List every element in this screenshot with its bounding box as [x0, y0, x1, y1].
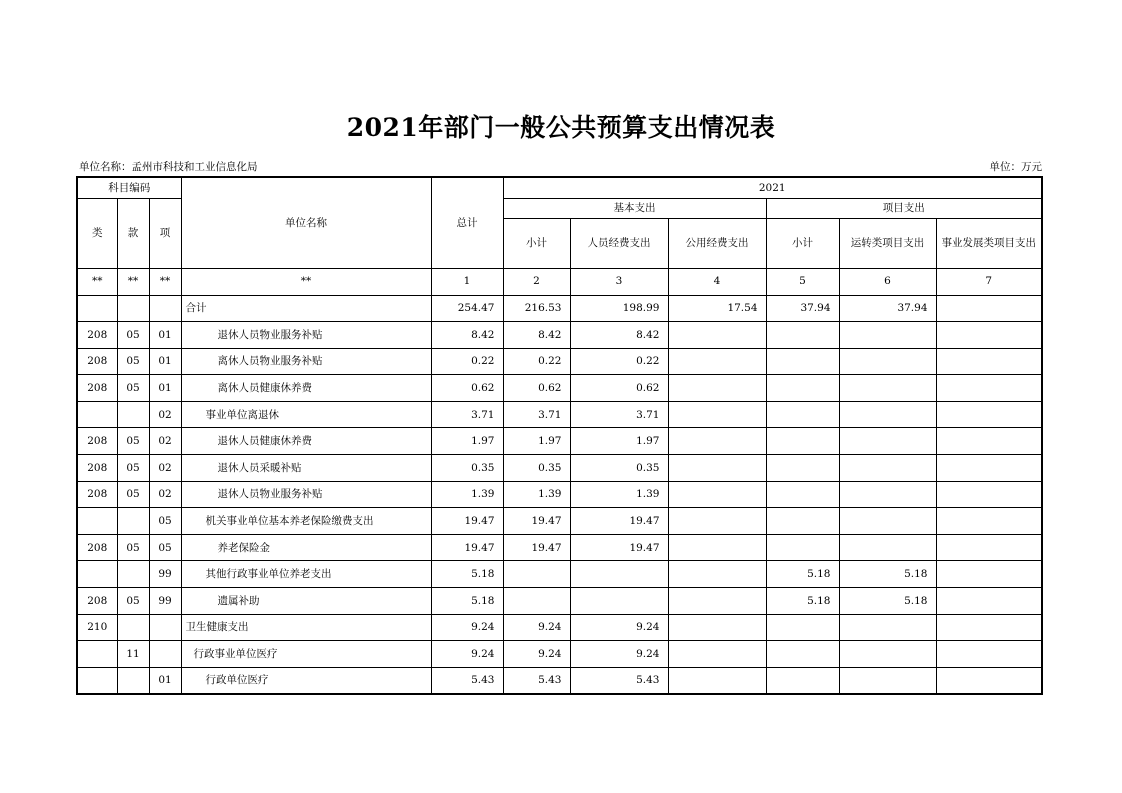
table-row [77, 348, 1042, 375]
cell-basic-subtotal [503, 561, 570, 588]
index-row [77, 268, 1042, 295]
cell-xiang: 01 [149, 322, 181, 349]
table-row [77, 508, 1042, 535]
cell-lei: 208 [77, 534, 117, 561]
cell-public [668, 641, 766, 668]
cell-total: 0.22 [431, 348, 503, 375]
cell-development [936, 534, 1042, 561]
header-transfer: 运转类项目支出 [839, 218, 936, 268]
cell-development [936, 348, 1042, 375]
cell-basic-subtotal: 5.43 [503, 667, 570, 694]
unit-name-label: 单位名称：孟州市科技和工业信息化局 [79, 161, 258, 173]
cell-public [668, 614, 766, 641]
cell-total: 0.35 [431, 455, 503, 482]
header-development: 事业发展类项目支出 [936, 218, 1042, 268]
cell-kuan [117, 295, 149, 322]
cell-development [936, 428, 1042, 455]
cell-total: 9.24 [431, 614, 503, 641]
cell-xiang: 05 [149, 508, 181, 535]
cell-development [936, 667, 1042, 694]
cell-transfer [839, 614, 936, 641]
cell-lei [77, 561, 117, 588]
cell-kuan [117, 667, 149, 694]
cell-lei: 208 [77, 588, 117, 615]
cell-transfer [839, 348, 936, 375]
cell-development [936, 375, 1042, 402]
cell-public [668, 508, 766, 535]
cell-lei: 208 [77, 481, 117, 508]
cell-transfer: 37.94 [839, 295, 936, 322]
index-cell: 7 [936, 268, 1042, 295]
table-body [77, 295, 1042, 694]
cell-lei [77, 667, 117, 694]
index-cell: ** [181, 268, 431, 295]
cell-xiang [149, 641, 181, 668]
cell-unit-name: 退休人员采暖补贴 [181, 455, 431, 482]
cell-transfer [839, 481, 936, 508]
header-public: 公用经费支出 [668, 218, 766, 268]
cell-total: 5.18 [431, 561, 503, 588]
cell-public [668, 588, 766, 615]
cell-basic-subtotal: 216.53 [503, 295, 570, 322]
cell-unit-name: 机关事业单位基本养老保险缴费支出 [181, 508, 431, 535]
header-basic: 基本支出 [503, 198, 766, 218]
cell-development [936, 614, 1042, 641]
cell-project-subtotal: 37.94 [766, 295, 839, 322]
cell-transfer [839, 641, 936, 668]
cell-personnel: 19.47 [570, 508, 668, 535]
table-row [77, 375, 1042, 402]
cell-public [668, 428, 766, 455]
cell-transfer: 5.18 [839, 588, 936, 615]
cell-personnel: 0.35 [570, 455, 668, 482]
cell-basic-subtotal: 0.22 [503, 348, 570, 375]
cell-unit-name: 合计 [181, 295, 431, 322]
cell-development [936, 401, 1042, 428]
cell-xiang: 01 [149, 375, 181, 402]
header-subject-code: 科目编码 [77, 177, 181, 198]
cell-transfer [839, 667, 936, 694]
cell-personnel: 198.99 [570, 295, 668, 322]
cell-lei [77, 401, 117, 428]
header-lei: 类 [77, 198, 117, 268]
cell-personnel: 8.42 [570, 322, 668, 349]
cell-project-subtotal [766, 614, 839, 641]
cell-personnel: 19.47 [570, 534, 668, 561]
cell-xiang: 02 [149, 481, 181, 508]
table-row [77, 561, 1042, 588]
table-row [77, 455, 1042, 482]
cell-kuan [117, 508, 149, 535]
cell-xiang [149, 614, 181, 641]
table-row [77, 588, 1042, 615]
cell-project-subtotal: 5.18 [766, 588, 839, 615]
cell-xiang: 99 [149, 561, 181, 588]
table-row [77, 481, 1042, 508]
cell-basic-subtotal: 1.97 [503, 428, 570, 455]
cell-public [668, 534, 766, 561]
cell-personnel: 9.24 [570, 614, 668, 641]
cell-kuan: 05 [117, 455, 149, 482]
cell-transfer [839, 534, 936, 561]
cell-kuan: 05 [117, 588, 149, 615]
cell-unit-name: 离休人员物业服务补贴 [181, 348, 431, 375]
cell-project-subtotal [766, 667, 839, 694]
index-cell: 6 [839, 268, 936, 295]
cell-unit-name: 养老保险金 [181, 534, 431, 561]
cell-lei: 208 [77, 455, 117, 482]
cell-basic-subtotal: 0.35 [503, 455, 570, 482]
cell-transfer [839, 401, 936, 428]
cell-total: 0.62 [431, 375, 503, 402]
cell-kuan: 11 [117, 641, 149, 668]
header-project-subtotal: 小计 [766, 218, 839, 268]
cell-project-subtotal [766, 481, 839, 508]
cell-personnel: 0.62 [570, 375, 668, 402]
cell-unit-name: 事业单位离退休 [181, 401, 431, 428]
cell-personnel [570, 561, 668, 588]
cell-development [936, 641, 1042, 668]
cell-project-subtotal [766, 455, 839, 482]
cell-public [668, 561, 766, 588]
cell-project-subtotal [766, 348, 839, 375]
index-cell: 5 [766, 268, 839, 295]
header-project: 项目支出 [766, 198, 1042, 218]
header-unit-name: 单位名称 [181, 177, 431, 268]
cell-total: 254.47 [431, 295, 503, 322]
cell-basic-subtotal: 8.42 [503, 322, 570, 349]
cell-lei [77, 641, 117, 668]
cell-development [936, 508, 1042, 535]
cell-total: 5.18 [431, 588, 503, 615]
table-row [77, 428, 1042, 455]
cell-lei [77, 508, 117, 535]
cell-project-subtotal [766, 375, 839, 402]
cell-kuan [117, 401, 149, 428]
cell-development [936, 588, 1042, 615]
cell-lei: 208 [77, 348, 117, 375]
cell-kuan: 05 [117, 375, 149, 402]
cell-development [936, 455, 1042, 482]
cell-basic-subtotal: 3.71 [503, 401, 570, 428]
cell-project-subtotal [766, 428, 839, 455]
cell-public [668, 481, 766, 508]
cell-public [668, 401, 766, 428]
cell-total: 1.39 [431, 481, 503, 508]
cell-unit-name: 行政事业单位医疗 [181, 641, 431, 668]
cell-xiang: 05 [149, 534, 181, 561]
table-row [77, 401, 1042, 428]
cell-transfer [839, 375, 936, 402]
cell-personnel: 5.43 [570, 667, 668, 694]
cell-unit-name: 离休人员健康休养费 [181, 375, 431, 402]
index-cell: 4 [668, 268, 766, 295]
unit-label: 单位：万元 [989, 161, 1042, 173]
cell-public [668, 322, 766, 349]
cell-public [668, 348, 766, 375]
cell-development [936, 322, 1042, 349]
budget-table [76, 176, 1043, 695]
header-xiang: 项 [149, 198, 181, 268]
table-row [77, 641, 1042, 668]
cell-project-subtotal [766, 401, 839, 428]
cell-unit-name: 退休人员健康休养费 [181, 428, 431, 455]
index-cell: 3 [570, 268, 668, 295]
cell-public [668, 455, 766, 482]
cell-xiang: 01 [149, 667, 181, 694]
cell-personnel: 9.24 [570, 641, 668, 668]
cell-basic-subtotal [503, 588, 570, 615]
cell-personnel: 3.71 [570, 401, 668, 428]
cell-public [668, 667, 766, 694]
cell-total: 8.42 [431, 322, 503, 349]
cell-basic-subtotal: 1.39 [503, 481, 570, 508]
cell-total: 9.24 [431, 641, 503, 668]
index-cell: 1 [431, 268, 503, 295]
index-cell: ** [77, 268, 117, 295]
index-cell: ** [117, 268, 149, 295]
table-row [77, 295, 1042, 322]
cell-kuan: 05 [117, 534, 149, 561]
table-row [77, 534, 1042, 561]
cell-lei: 208 [77, 375, 117, 402]
header-kuan: 款 [117, 198, 149, 268]
cell-xiang [149, 295, 181, 322]
header-personnel: 人员经费支出 [570, 218, 668, 268]
cell-kuan: 05 [117, 481, 149, 508]
cell-development [936, 561, 1042, 588]
cell-basic-subtotal: 19.47 [503, 508, 570, 535]
cell-basic-subtotal: 0.62 [503, 375, 570, 402]
cell-kuan: 05 [117, 428, 149, 455]
cell-total: 19.47 [431, 534, 503, 561]
cell-xiang: 02 [149, 401, 181, 428]
cell-kuan: 05 [117, 348, 149, 375]
cell-unit-name: 退休人员物业服务补贴 [181, 481, 431, 508]
table-row [77, 322, 1042, 349]
cell-development [936, 481, 1042, 508]
cell-kuan: 05 [117, 322, 149, 349]
cell-total: 19.47 [431, 508, 503, 535]
cell-kuan [117, 614, 149, 641]
cell-transfer [839, 508, 936, 535]
page-title: 2021年部门一般公共预算支出情况表 [346, 113, 776, 142]
header-total: 总计 [431, 177, 503, 268]
cell-project-subtotal [766, 641, 839, 668]
cell-lei: 208 [77, 428, 117, 455]
cell-transfer: 5.18 [839, 561, 936, 588]
cell-public: 17.54 [668, 295, 766, 322]
cell-transfer [839, 322, 936, 349]
cell-xiang: 01 [149, 348, 181, 375]
cell-lei [77, 295, 117, 322]
cell-basic-subtotal: 19.47 [503, 534, 570, 561]
cell-unit-name: 退休人员物业服务补贴 [181, 322, 431, 349]
cell-xiang: 02 [149, 455, 181, 482]
index-cell: 2 [503, 268, 570, 295]
table-row [77, 614, 1042, 641]
cell-personnel: 0.22 [570, 348, 668, 375]
header-basic-subtotal: 小计 [503, 218, 570, 268]
cell-xiang: 02 [149, 428, 181, 455]
cell-total: 5.43 [431, 667, 503, 694]
cell-development [936, 295, 1042, 322]
cell-kuan [117, 561, 149, 588]
cell-lei: 208 [77, 322, 117, 349]
cell-project-subtotal [766, 508, 839, 535]
cell-transfer [839, 455, 936, 482]
cell-project-subtotal [766, 534, 839, 561]
cell-transfer [839, 428, 936, 455]
cell-project-subtotal [766, 322, 839, 349]
cell-unit-name: 遗属补助 [181, 588, 431, 615]
cell-xiang: 99 [149, 588, 181, 615]
cell-personnel: 1.97 [570, 428, 668, 455]
cell-unit-name: 行政单位医疗 [181, 667, 431, 694]
cell-public [668, 375, 766, 402]
cell-total: 3.71 [431, 401, 503, 428]
table-row [77, 667, 1042, 694]
cell-lei: 210 [77, 614, 117, 641]
cell-basic-subtotal: 9.24 [503, 614, 570, 641]
cell-unit-name: 卫生健康支出 [181, 614, 431, 641]
cell-project-subtotal: 5.18 [766, 561, 839, 588]
cell-unit-name: 其他行政事业单位养老支出 [181, 561, 431, 588]
header-year: 2021 [503, 177, 1042, 198]
cell-personnel [570, 588, 668, 615]
cell-basic-subtotal: 9.24 [503, 641, 570, 668]
cell-total: 1.97 [431, 428, 503, 455]
index-cell: ** [149, 268, 181, 295]
cell-personnel: 1.39 [570, 481, 668, 508]
